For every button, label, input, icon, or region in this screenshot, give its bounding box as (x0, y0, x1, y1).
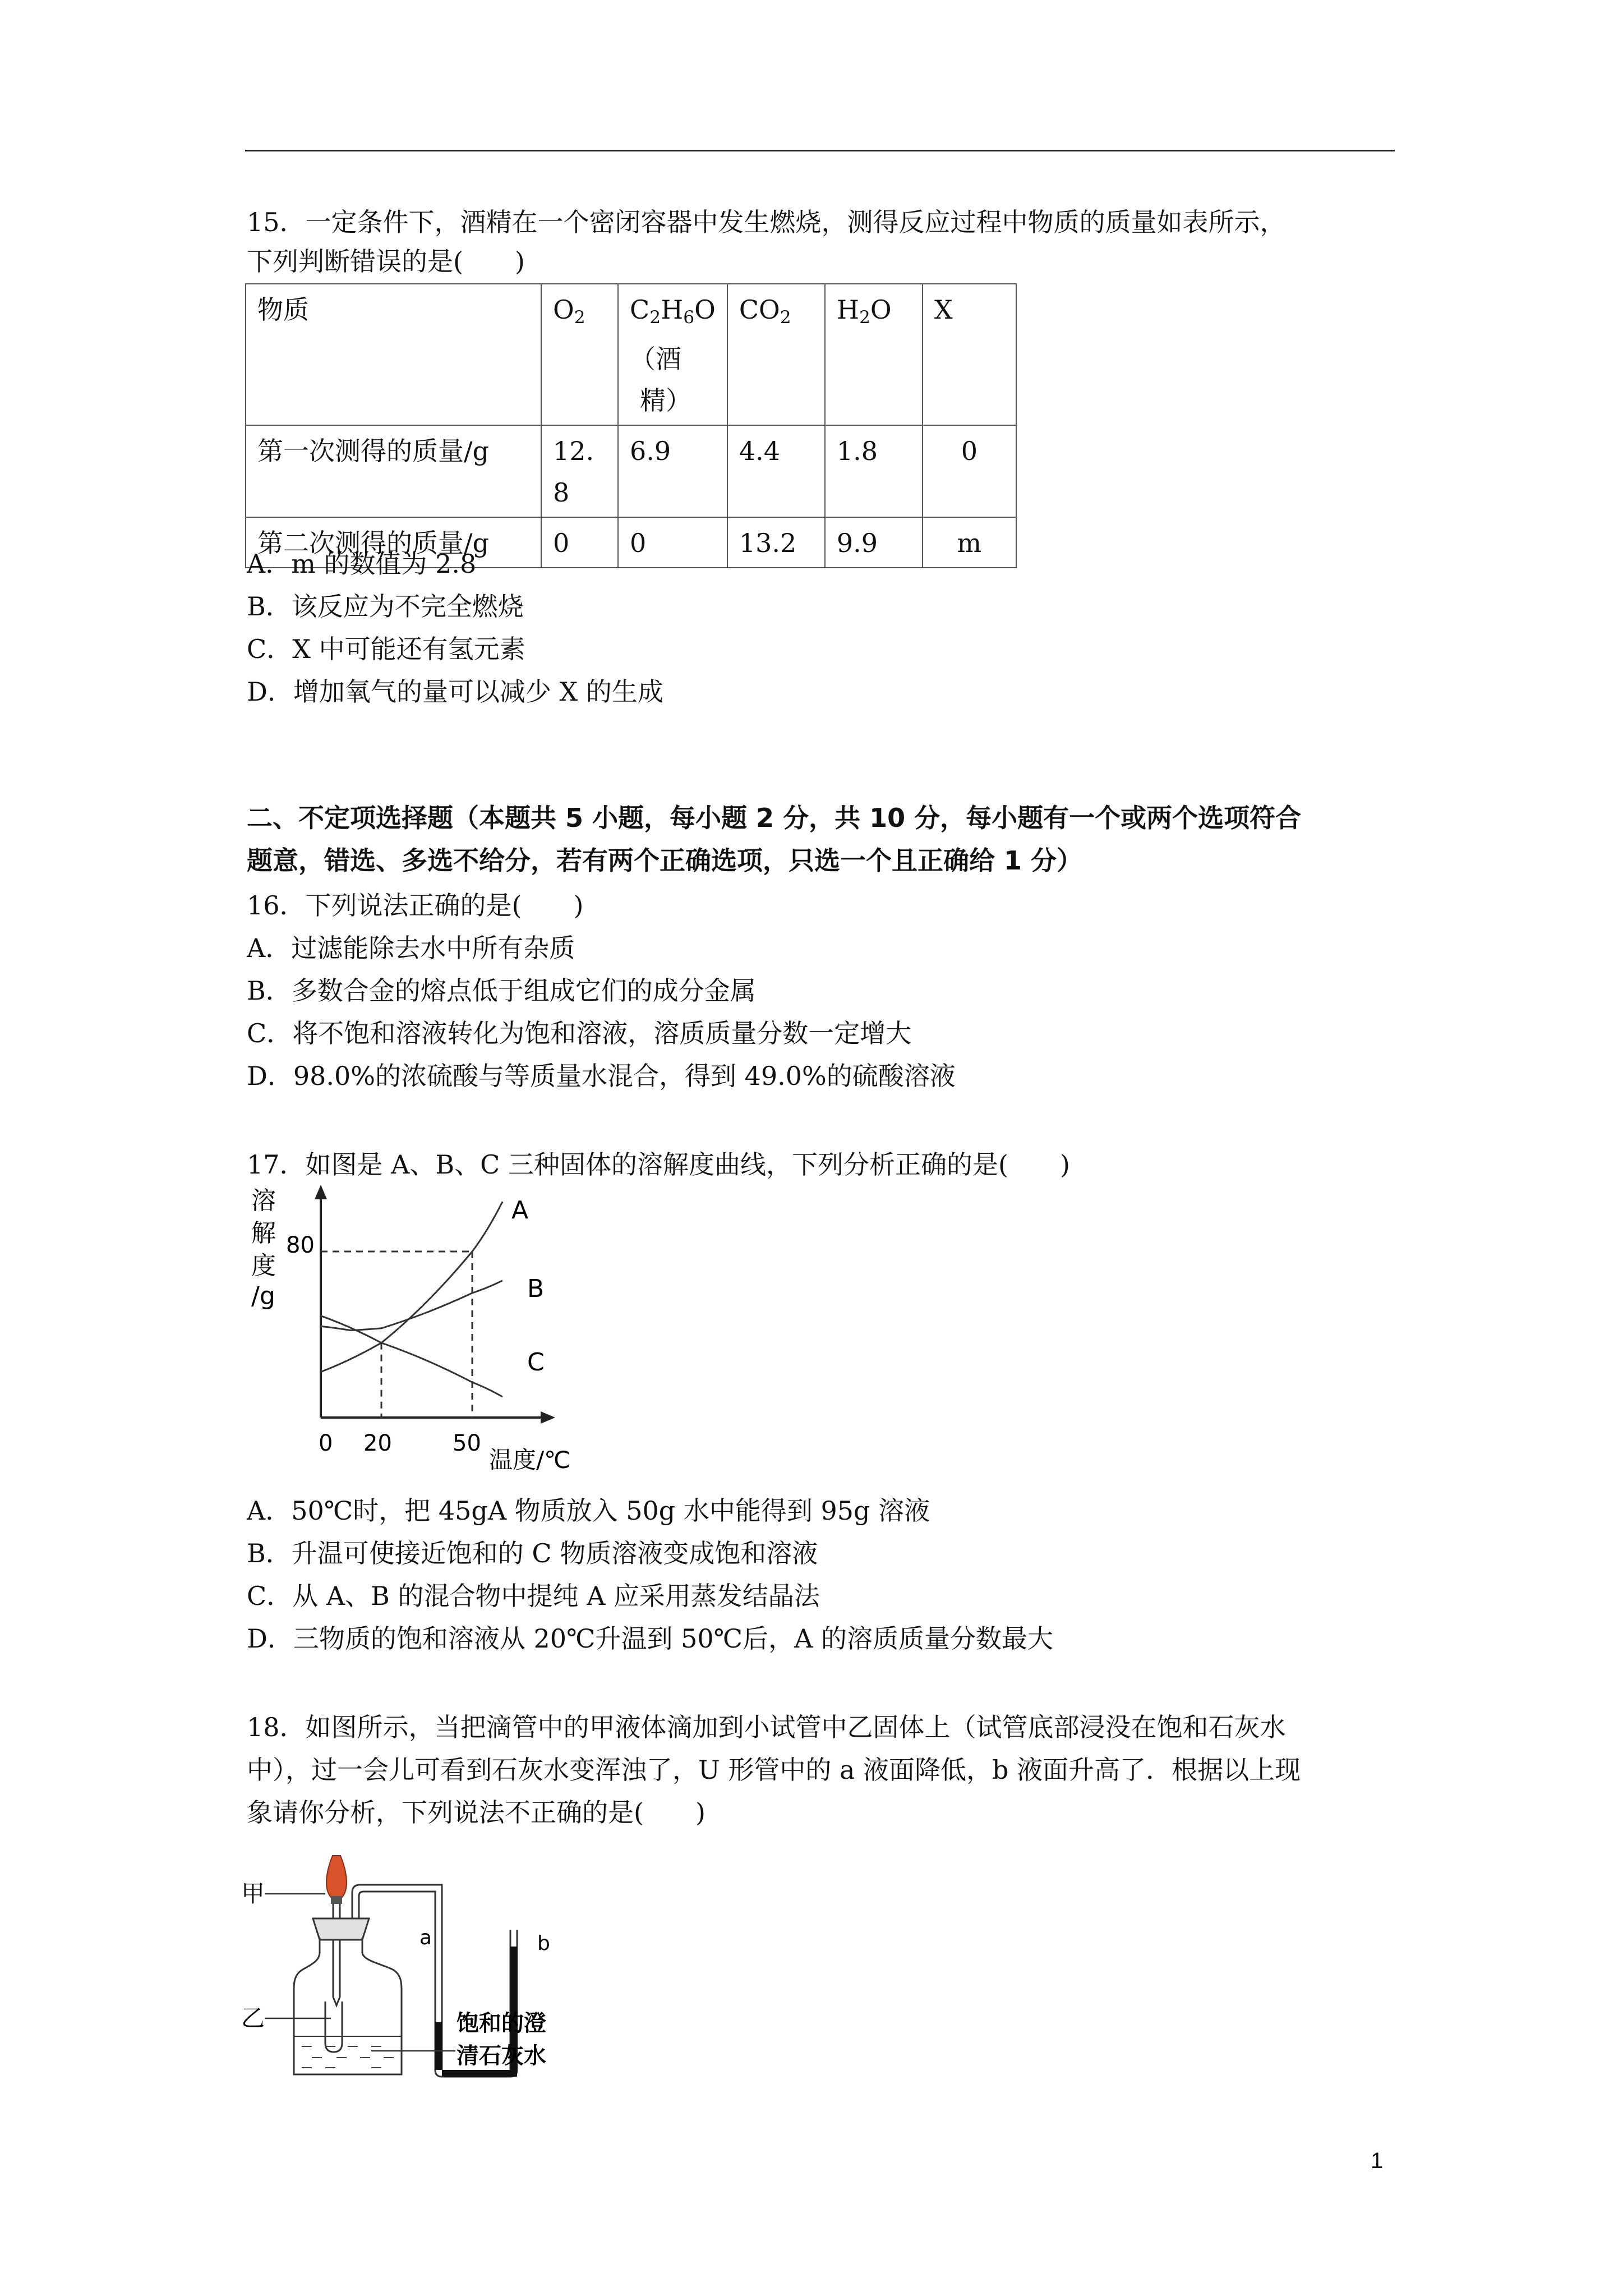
curve-c (321, 1316, 502, 1397)
chart-ylabel-4: /g (251, 1282, 275, 1310)
q18-stem-line3: 象请你分析，下列说法不正确的是( ) (247, 1797, 706, 1828)
row2-label: 第二次测得的质量/g (246, 517, 541, 568)
row1-co2: 4.4 (727, 425, 825, 517)
bottle (294, 1938, 402, 2074)
section2-heading-line2: 题意，错选、多选不给分，若有两个正确选项，只选一个且正确给 1 分） (247, 845, 1083, 876)
label-a: a (419, 1926, 432, 1949)
row2-h2o: 9.9 (825, 517, 923, 568)
table-header-row (246, 284, 1016, 425)
q17-option-d: D．三物质的饱和溶液从 20℃升温到 50℃后，A 的溶质质量分数最大 (247, 1623, 1053, 1654)
stopper (313, 1918, 369, 1940)
header-co2: $CO_2$ (727, 284, 825, 425)
q17-option-c: C．从 A、B 的混合物中提纯 A 应采用蒸发结晶法 (247, 1581, 820, 1611)
header-x: X (923, 284, 1016, 425)
dropper-collar (331, 1896, 342, 1904)
chart-ylabel-3: 度 (251, 1251, 276, 1280)
chart-x-arrow (541, 1411, 555, 1424)
header-material: 物质 (246, 284, 541, 425)
q15-option-a: A．m 的数值为 2.8 (247, 549, 477, 579)
q15-stem-line2: 下列判断错误的是( ) (247, 246, 525, 277)
label-yi: 乙 (241, 2004, 265, 2032)
row2-co2: 13.2 (727, 517, 825, 568)
row2-x: m (923, 517, 1016, 568)
row1-o2: 12. 8 (541, 425, 618, 517)
q15-option-c: C．X 中可能还有氢元素 (247, 634, 525, 664)
page-number: 1 (1371, 2148, 1384, 2173)
row1-h2o: 1.8 (825, 425, 923, 517)
q17-option-b: B．升温可使接近饱和的 C 物质溶液变成饱和溶液 (247, 1538, 818, 1568)
delivery-tube-outer (352, 1885, 442, 2070)
dropper-bulb (326, 1856, 347, 1897)
q15-option-d: D．增加氧气的量可以减少 X 的生成 (247, 677, 663, 707)
q16-stem: 16．下列说法正确的是( ) (247, 890, 584, 921)
q16-option-b: B．多数合金的熔点低于组成它们的成分金属 (247, 976, 756, 1006)
chart-ylabel-2: 解 (251, 1219, 276, 1248)
header-o2: $O_2$ (541, 284, 618, 425)
header-h2o: $H_2O$ (825, 284, 923, 425)
mass-table (245, 283, 1017, 568)
small-test-tube (325, 2001, 342, 2052)
q18-stem-line2: 中），过一会儿可看到石灰水变浑浊了，U 形管中的 a 液面降低，b 液面升高了．根据以上现 (247, 1755, 1301, 1785)
row2-o2: 0 (541, 517, 618, 568)
q16-option-d: D．98.0%的浓硫酸与等质量水混合，得到 49.0%的硫酸溶液 (247, 1061, 956, 1091)
row1-c2h6o: 6.9 (618, 425, 727, 517)
solubility-chart (241, 1178, 600, 1492)
apparatus-diagram (241, 1834, 600, 2081)
chart-ylabel-1: 溶 (251, 1186, 276, 1215)
q15-stem-line1: 15．一定条件下，酒精在一个密闭容器中发生燃烧，测得反应过程中物质的质量如表所示， (247, 207, 1286, 237)
row1-x: 0 (923, 425, 1016, 517)
tick-label-50: 50 (453, 1430, 481, 1456)
q17-stem: 17．如图是 A、B、C 三种固体的溶解度曲线，下列分析正确的是( ) (247, 1149, 1070, 1180)
q18-stem-line1: 18．如图所示，当把滴管中的甲液体滴加到小试管中乙固体上（试管底部浸没在饱和石灰水 (247, 1712, 1286, 1742)
row2-c2h6o: 0 (618, 517, 727, 568)
u-tube-left-liquid (435, 2022, 442, 2070)
table-row (246, 425, 1016, 517)
q16-option-a: A．过滤能除去水中所有杂质 (247, 933, 575, 963)
u-tube-bottom-liquid (442, 2070, 510, 2077)
chart-y-arrow (315, 1185, 327, 1199)
header-rule (245, 150, 1395, 151)
delivery-tube-inner (359, 1892, 435, 2070)
chart-xlabel: 温度/℃ (489, 1446, 571, 1474)
curve-label-b: B (527, 1274, 545, 1303)
row1-label: 第一次测得的质量/g (246, 425, 541, 517)
label-limewater-2: 清石灰水 (457, 2043, 546, 2069)
header-c2h6o: $C_2H_6O$ （酒 精） (618, 284, 727, 425)
tick-label-20: 20 (363, 1430, 392, 1456)
tick-label-80: 80 (286, 1232, 315, 1258)
curve-a (321, 1202, 502, 1372)
label-jia: 甲 (241, 1880, 265, 1907)
q15-option-b: B．该反应为不完全燃烧 (247, 591, 524, 622)
q17-option-a: A．50℃时，把 45gA 物质放入 50g 水中能得到 95g 溶液 (247, 1496, 930, 1526)
curve-label-c: C (527, 1348, 545, 1377)
label-b: b (537, 1932, 550, 1955)
tick-label-0: 0 (319, 1430, 333, 1456)
curve-label-a: A (511, 1196, 529, 1225)
curve-b (321, 1281, 502, 1331)
label-limewater-1: 饱和的澄 (457, 2010, 546, 2036)
limewater-dashes (302, 2046, 394, 2068)
section2-heading-line1: 二、不定项选择题（本题共 5 小题，每小题 2 分，共 10 分，每小题有一个或两个选项符合 (247, 803, 1302, 833)
q16-option-c: C．将不饱和溶液转化为饱和溶液，溶质质量分数一定增大 (247, 1018, 912, 1048)
